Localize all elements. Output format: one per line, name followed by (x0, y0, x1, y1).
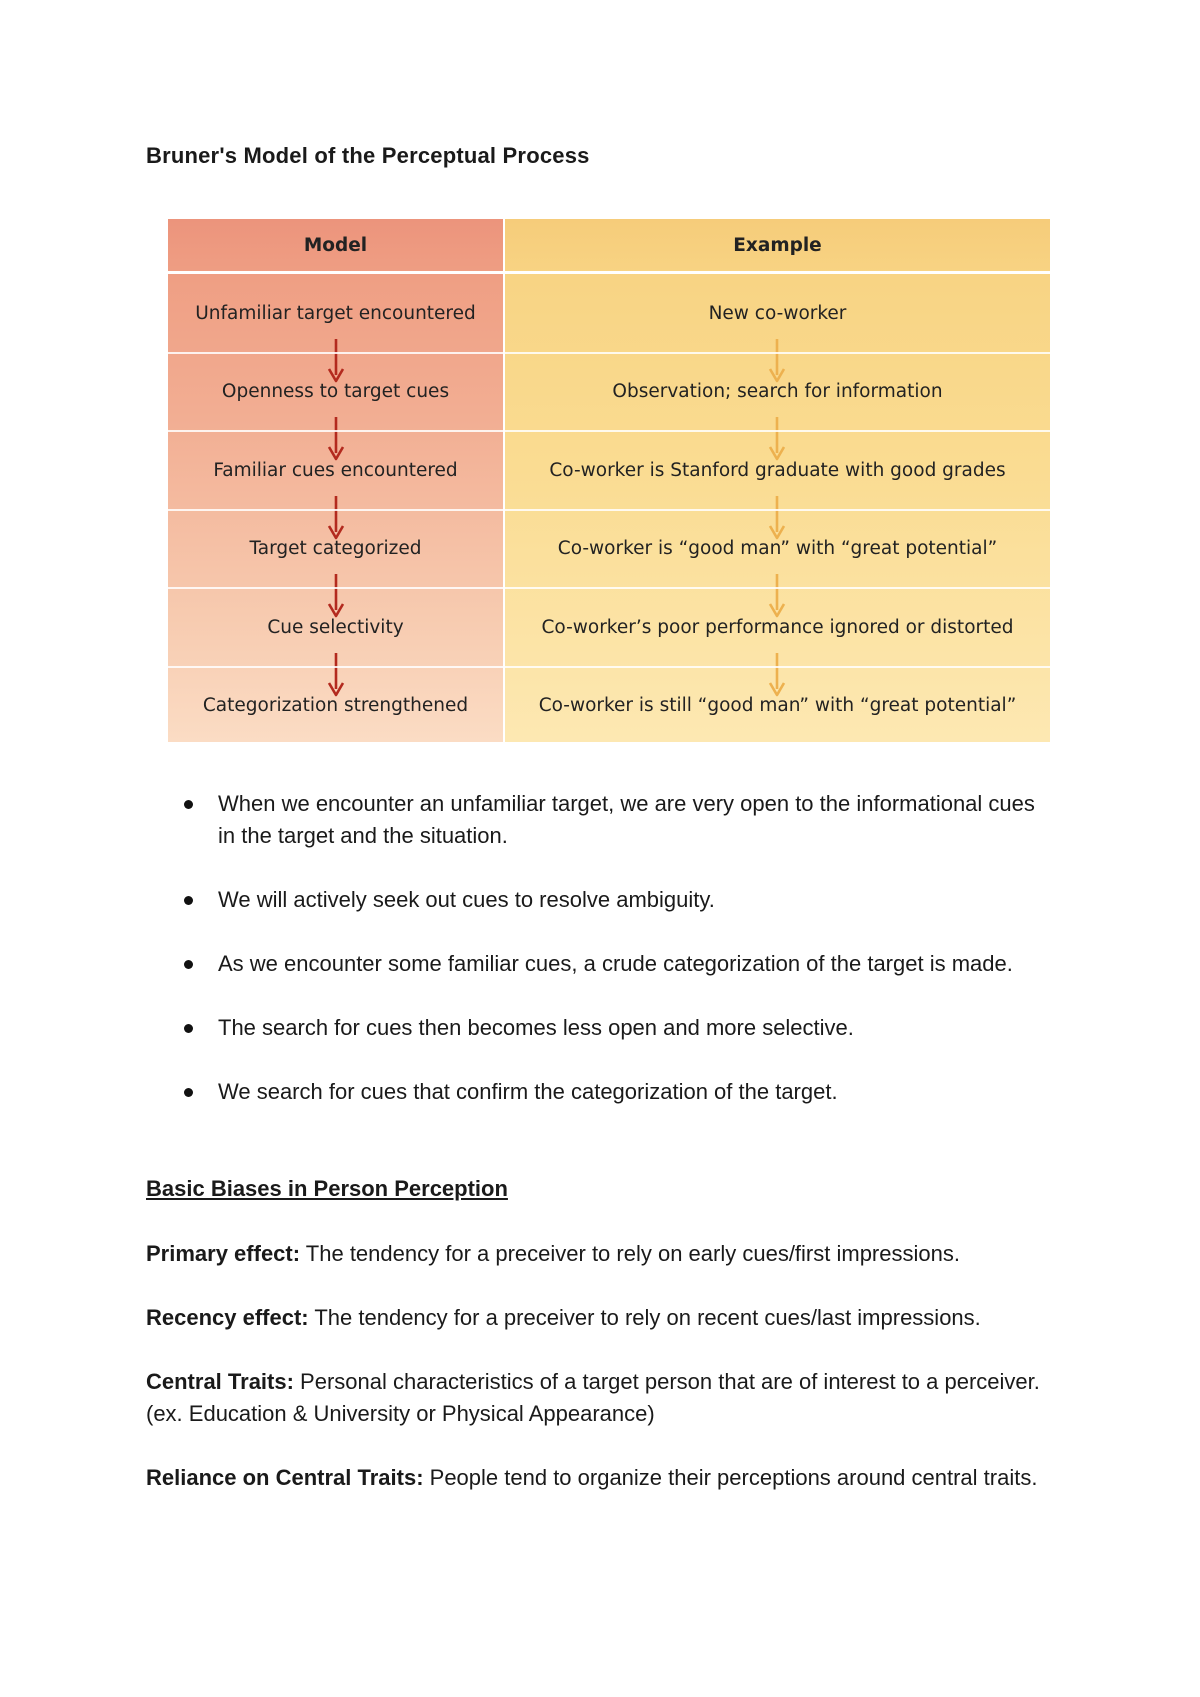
bullet-item (184, 1012, 1044, 1044)
bullet-text: We will actively seek out cues to resolve ambiguity. (218, 887, 715, 912)
bullet-item (184, 788, 1044, 852)
bullet-dot-icon (184, 1088, 193, 1097)
bullet-dot-icon (184, 800, 193, 809)
bullet-dot-icon (184, 1024, 193, 1033)
example-step: Co-worker is still “good man” with “great potential” (538, 695, 1017, 717)
model-down-arrow-icon (326, 496, 346, 540)
row-divider (168, 430, 1050, 432)
bullet-text: The search for cues then becomes less open and more selective. (218, 1015, 854, 1040)
definition-paragraph (146, 1238, 1066, 1270)
model-step: Familiar cues encountered (213, 459, 458, 481)
row-divider (168, 352, 1050, 354)
row-divider (168, 666, 1050, 668)
bullet-item (184, 1076, 1044, 1108)
model-step: Cue selectivity (267, 616, 404, 638)
example-header: Example (733, 234, 822, 256)
model-step: Categorization strengthened (202, 695, 469, 717)
model-down-arrow-icon (326, 339, 346, 383)
bullet-text: As we encounter some familiar cues, a crude categorization of the target is made. (218, 951, 1013, 976)
definition-term: Primary effect: (146, 1241, 301, 1266)
definitions-list (146, 1238, 1066, 1526)
model-header: Model (303, 234, 368, 256)
example-step: Co-worker is “good man” with “great potential” (557, 538, 998, 560)
bullet-dot-icon (184, 960, 193, 969)
example-down-arrow-icon (767, 653, 787, 697)
bullet-item (184, 884, 1044, 916)
definition-paragraph (146, 1462, 1066, 1494)
model-down-arrow-icon (326, 574, 346, 618)
bruner-model-figure (168, 219, 1050, 742)
bullet-text: When we encounter an unfamiliar target, we are very open to the informational cues in the target and the situation. (218, 791, 1035, 848)
example-down-arrow-icon (767, 417, 787, 461)
bullet-list (184, 788, 1044, 1140)
definition-paragraph (146, 1366, 1066, 1430)
model-down-arrow-icon (326, 653, 346, 697)
bullet-dot-icon (184, 896, 193, 905)
model-step: Target categorized (249, 538, 422, 560)
bullet-item (184, 948, 1044, 980)
example-down-arrow-icon (767, 496, 787, 540)
definition-paragraph (146, 1302, 1066, 1334)
row-divider (168, 509, 1050, 511)
row-divider (168, 587, 1050, 589)
example-step: Co-worker’s poor performance ignored or distorted (541, 616, 1014, 638)
definition-text: People tend to organize their perceptions around central traits. (423, 1465, 1038, 1490)
example-down-arrow-icon (767, 574, 787, 618)
example-step: Co-worker is Stanford graduate with good grades (549, 459, 1006, 481)
definition-term: Recency effect: (146, 1305, 309, 1330)
definition-text: The tendency for a preceiver to rely on recent cues/last impressions. (308, 1305, 981, 1330)
model-step: Unfamiliar target encountered (195, 302, 476, 324)
definition-term: Central Traits: (146, 1369, 294, 1394)
model-down-arrow-icon (326, 417, 346, 461)
model-step: Openness to target cues (221, 381, 450, 403)
example-step: New co-worker (708, 302, 847, 324)
definition-term: Reliance on Central Traits: (146, 1465, 424, 1490)
example-down-arrow-icon (767, 339, 787, 383)
definition-text: The tendency for a preceiver to rely on early cues/first impressions. (300, 1241, 960, 1266)
definition-text: Personal characteristics of a target person that are of interest to a perceiver. (ex. Education & University or Physical Appearance) (146, 1369, 1040, 1426)
section-title: Basic Biases in Person Perception (146, 1176, 508, 1201)
example-step: Observation; search for information (612, 381, 943, 403)
page-title: Bruner's Model of the Perceptual Process (146, 143, 590, 168)
bullet-text: We search for cues that confirm the categorization of the target. (218, 1079, 838, 1104)
row-divider (168, 271, 1050, 274)
